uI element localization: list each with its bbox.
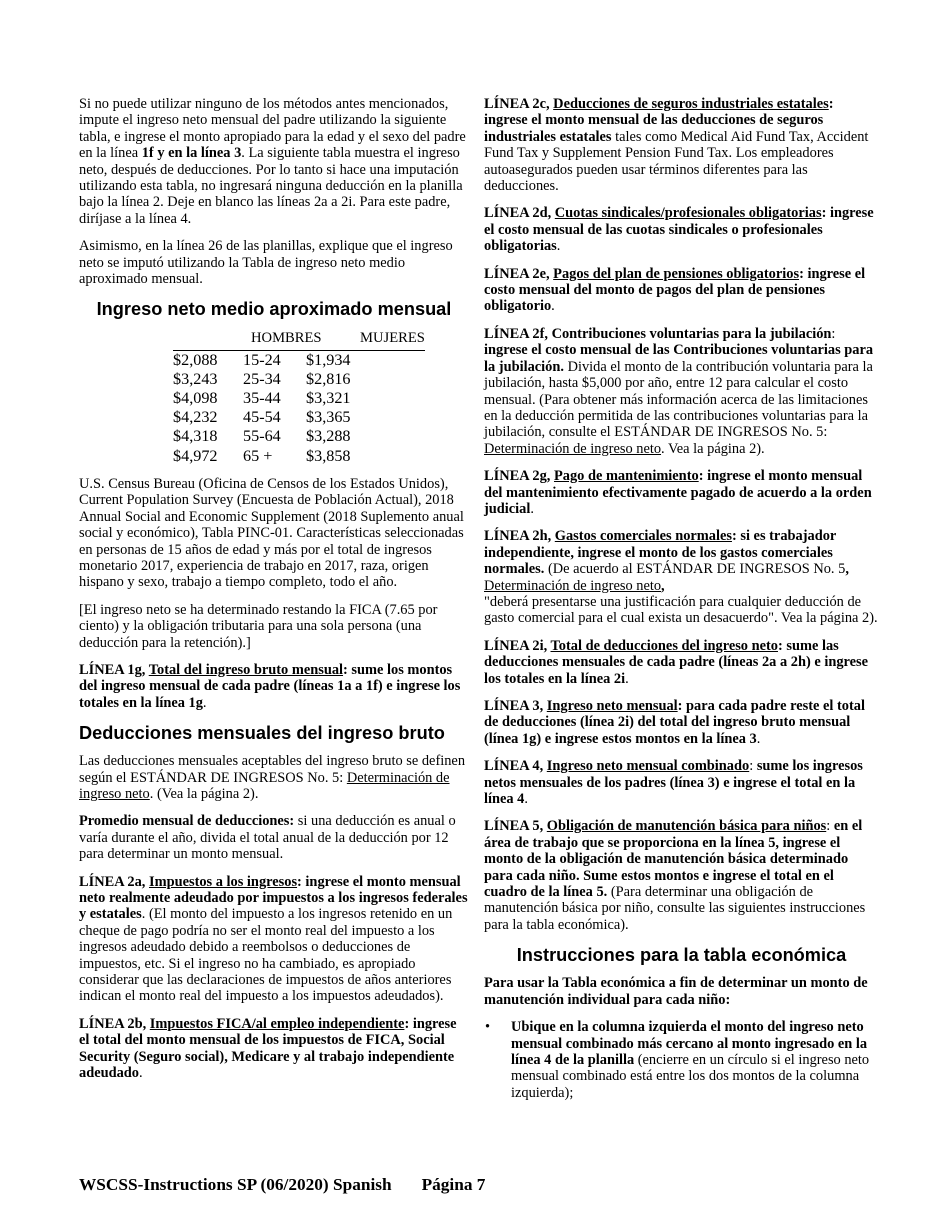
fica-note-paragraph: [El ingreso neto se ha determinado restando la FICA (7.65 por ciento) y la obligación tributaria para una sola persona (una deducción para la retención).] <box>79 601 438 651</box>
age-range-cell: 15-24 <box>243 350 281 369</box>
women-income-cell: $3,321 <box>306 389 351 408</box>
men-income-cell: $4,972 <box>173 446 218 465</box>
line-2f-paragraph: LÍNEA 2f, Contribuciones voluntarias para la jubilación: ingrese el costo mensual de las Contribuciones voluntarias para la jubilación. Divida el monto de la contribución voluntaria para la jubilación, hasta $5,000 por año, entre 12 para calcular el costo mensual. (Para obtener más información acerca de las limitaciones en la deducción permitida de las contribuciones voluntarias para la jubilación, consulte el ESTÁNDAR DE INGRESOS No. 5: Determinación de ingreso neto. Vea la página 2). <box>484 325 874 457</box>
list-item: • Ubique en la columna izquierda el monto del ingreso neto mensual combinado más cercano al monto ingresado en la línea 4 de la planilla (encierre en un círculo si el ingreso neto mensual combinado está entre los dos montos de la columna izquierda); <box>511 1019 879 1101</box>
women-income-cell: $3,365 <box>306 408 351 427</box>
table-row <box>173 350 425 370</box>
men-income-cell: $2,088 <box>173 350 218 369</box>
economic-table-intro: Para usar la Tabla económica a fin de determinar un monto de manutención individual para cada niño: <box>484 975 868 1008</box>
line-2c-paragraph: LÍNEA 2c, Deducciones de seguros industriales estatales: ingrese el monto mensual de las deducciones de seguros industriales estatales tales como Medical Aid Fund Tax, Accident Fund Tax y Supplement Pension Fund Tax. Los empleadores autoasegurados pueden usar términos diferentes para las deducciones. <box>484 96 869 195</box>
table-row <box>173 389 425 408</box>
deductions-heading: Deducciones mensuales del ingreso bruto <box>79 723 445 744</box>
line-2e-paragraph: LÍNEA 2e, Pagos del plan de pensiones obligatorios: ingrese el costo mensual del monto de pagos del plan de pensiones obligatorio. <box>484 265 866 315</box>
table-row <box>173 408 425 427</box>
age-range-cell: 25-34 <box>243 369 281 388</box>
line-2g-paragraph: LÍNEA 2g, Pago de mantenimiento: ingrese el monto mensual del mantenimiento efectivamente pagado de acuerdo a la orden judicial. <box>484 468 872 517</box>
table-row <box>173 447 425 466</box>
women-income-cell: $3,858 <box>306 446 351 465</box>
men-income-cell: $4,318 <box>173 427 218 446</box>
column-header-men: HOMBRES <box>243 329 358 350</box>
line-4-paragraph: LÍNEA 4, Ingreso neto mensual combinado: sume los ingresos netos mensuales de los padres (línea 3) e ingrese el total en la línea 4. <box>484 758 863 808</box>
men-income-cell: $4,098 <box>173 389 218 408</box>
line-2i-paragraph: LÍNEA 2i, Total de deducciones del ingreso neto: sume las deducciones mensuales de cada padre (líneas 2a a 2h) e ingrese los totales en la línea 2i. <box>484 637 869 687</box>
age-range-cell: 65 + <box>243 446 273 465</box>
women-income-cell: $3,288 <box>306 427 351 446</box>
age-range-cell: 55-64 <box>243 427 281 446</box>
women-income-cell: $2,816 <box>306 369 351 388</box>
right-column <box>484 96 879 1101</box>
asimismo-paragraph: Asimismo, en la línea 26 de las planillas, explique que el ingreso neto se imputó utilizando la Tabla de ingreso neto medio aproximado mensual. <box>79 238 453 288</box>
economic-table-heading: Instrucciones para la tabla económica <box>516 945 847 966</box>
women-income-cell: $1,934 <box>306 350 351 369</box>
line-2b-paragraph: LÍNEA 2b, Impuestos FICA/al empleo independiente: ingrese el total del monto mensual de los impuestos de FICA, Social Security (Seguro social), Medicare y al trabajo independiente adeudado. <box>79 1015 457 1082</box>
table-row <box>173 370 425 389</box>
form-identifier: WSCSS-Instructions SP (06/2020) Spanish <box>79 1175 392 1194</box>
line-2a-paragraph: LÍNEA 2a, Impuestos a los ingresos: ingrese el monto mensual neto realmente adeudado por impuestos a los ingresos federales y estatales. (El monto del impuesto a los ingresos retenido en un cheque de pago podría no ser el monto real del impuesto a los ingresos adeudado debido a reembolsos o deducciones de impuestos, etc. Si el ingreso no ha cambiado, es apropiado considerar que las declaraciones de impuestos de años anteriores indican el monto real del impuesto a los impuestos adeudados). <box>79 873 468 1005</box>
line-5-paragraph: LÍNEA 5, Obligación de manutención básica para niños: en el área de trabajo que se proporciona en la línea 5, ingrese el monto de la obligación de manutención básica determinado para cada niño. Sume estos montos e ingrese el total en el cuadro de la línea 5. (Para determinar una obligación de manutención básica por niño, consulte las siguientes instrucciones para la tabla económica). <box>484 818 866 933</box>
line-3-paragraph: LÍNEA 3, Ingreso neto mensual: para cada padre reste el total de deducciones (línea 2i) del total del ingreso bruto mensual (línea 1g) e ingrese estos montos en la línea 3. <box>484 698 865 747</box>
deductions-intro-paragraph: Las deducciones mensuales aceptables del ingreso bruto se definen según el ESTÁNDAR DE INGRESOS No. 5: Determinación de ingreso neto. (Vea la página 2). <box>79 753 466 802</box>
census-source-paragraph: U.S. Census Bureau (Oficina de Censos de los Estados Unidos), Current Population Survey (Encuesta de Población Actual), 2018 Annual Social and Economic Supplement (2018 Suplemento anual social y económico), Tabla PINC-01. Características seleccionadas en personas de 15 años de edad y más por el total de ingresos monetario 2017, experiencia de trabajo en 2017, raza, origen hispano y sexo, trabajo a tiempo completo, todo el año. <box>79 475 464 591</box>
economic-instructions-list <box>484 1019 879 1101</box>
line-2h-paragraph: LÍNEA 2h, Gastos comerciales normales: si es trabajador independiente, ingrese el monto de los gastos comerciales normales. (De acuerdo al ESTÁNDAR DE INGRESOS No. 5, Determinación de ingreso neto, "deberá presentarse una justificación para cualquier deducción de gasto comercial para el cual exista un desacuerdo". Vea la página 2). <box>484 528 878 627</box>
income-table <box>173 329 425 465</box>
left-column <box>79 96 469 1092</box>
column-header-women: MUJERES <box>358 329 425 350</box>
men-income-cell: $3,243 <box>173 369 218 388</box>
line-2d-paragraph: LÍNEA 2d, Cuotas sindicales/profesionales obligatorias: ingrese el costo mensual de las cuotas sindicales o profesionales obligatorias. <box>484 205 874 255</box>
men-income-cell: $4,232 <box>173 408 218 427</box>
intro-paragraph: Si no puede utilizar ninguno de los métodos antes mencionados, impute el ingreso neto mensual del padre utilizando la siguiente tabla, e ingrese el monto apropiado para la edad y el sexo del padre en la línea 1f y en la línea 3. La siguiente tabla muestra el ingreso neto, después de deducciones. Por lo tanto si hace una imputación utilizando esta tabla, no ingresará ninguna deducción en la planilla bajo la línea 2. Deje en blanco las líneas 2a a 2i. Para este padre, diríjase a la línea 4. <box>79 96 466 227</box>
income-table-heading: Ingreso neto medio aproximado mensual <box>96 299 452 320</box>
age-range-cell: 35-44 <box>243 389 281 408</box>
page-footer <box>79 1175 485 1195</box>
age-range-cell: 45-54 <box>243 408 281 427</box>
table-row <box>173 427 425 446</box>
page-number: Página 7 <box>421 1175 486 1194</box>
promedio-paragraph: Promedio mensual de deducciones: si una deducción es anual o varía durante el año, divida el total anual de la deducción por 12 para determinar un monto mensual. <box>79 813 456 863</box>
line-1g-paragraph: LÍNEA 1g, Total del ingreso bruto mensual: sume los montos del ingreso mensual de cada padre (líneas 1a a 1f) e ingrese los totales en la línea 1g. <box>79 661 461 711</box>
